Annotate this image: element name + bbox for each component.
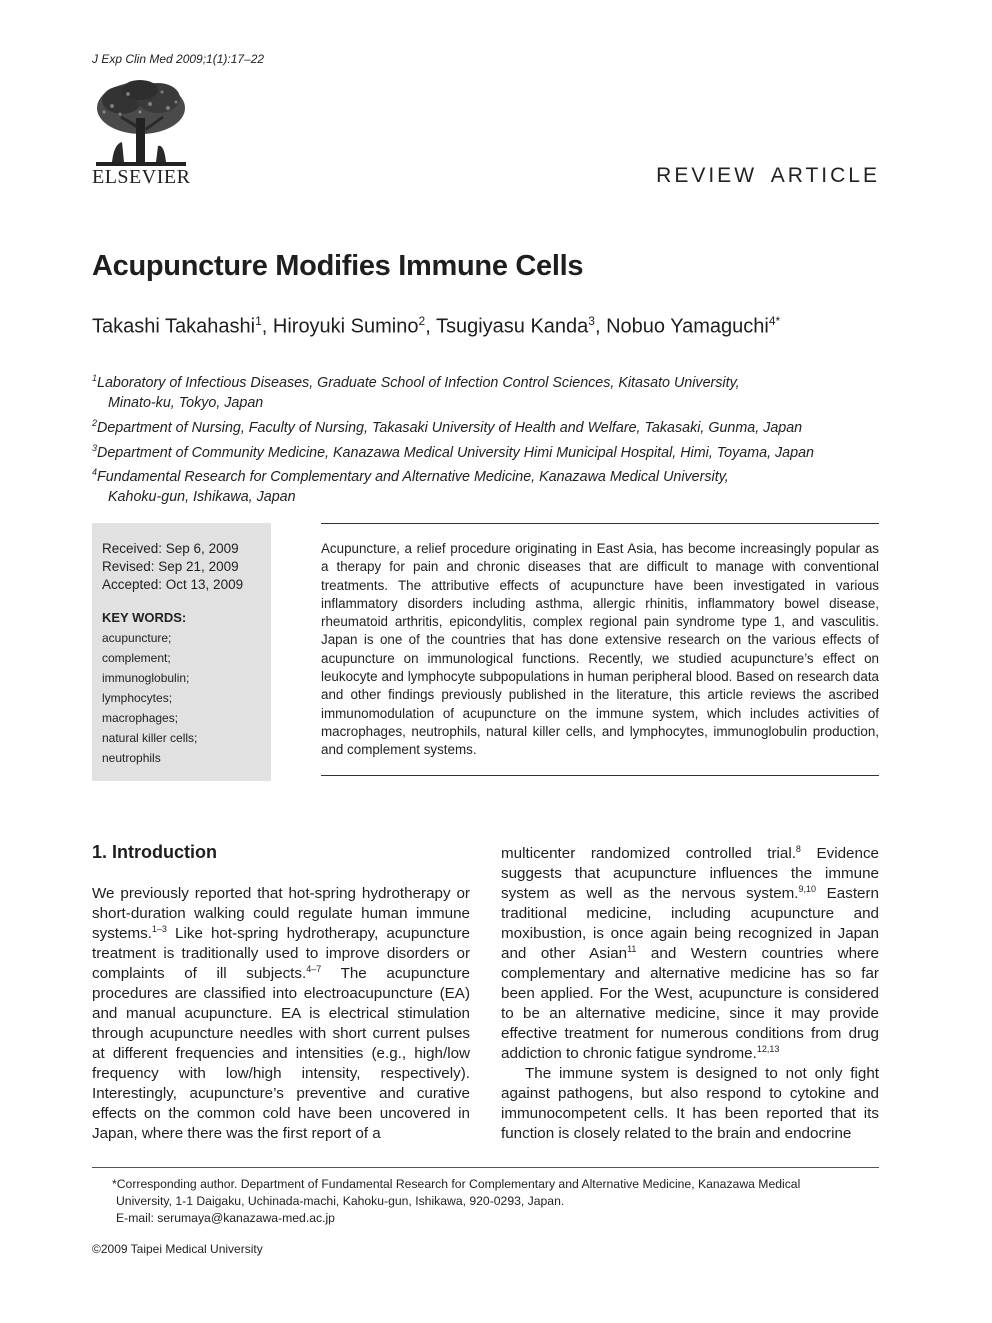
- affiliation-number: 2: [92, 417, 98, 428]
- footnote-line-2: University, 1-1 Daigaku, Uchinada-machi, Kahoku-gun, Ishikawa, 920-0293, Japan.: [116, 1194, 565, 1208]
- article-info-box: [92, 523, 271, 781]
- affiliation-number: 3: [92, 442, 98, 453]
- citation-ref: 1–3: [151, 923, 167, 934]
- keyword: immunoglobulin;: [102, 671, 190, 685]
- author-list: Takashi Takahashi$^1$, Hiroyuki Sumino$^2$, Tsugiyasu Kanda$^3$, Nobuo Yamaguchi$^{4*}$: [92, 314, 781, 338]
- author-name: Tsugiyasu Kanda: [435, 315, 589, 338]
- intro-right-column: [501, 844, 879, 1144]
- author-affiliation-marker: 3: [588, 314, 595, 328]
- intro-paragraph-2: The immune system is designed to not only fight against pathogens, but also respond to cytokine and immunocompetent cells. It has been reported that its function is closely related to the brain and endocrine: [501, 1065, 879, 1142]
- article-title: Acupuncture Modifies Immune Cells: [92, 250, 584, 282]
- affiliation-2: [92, 413, 892, 438]
- keywords-list: [102, 628, 261, 768]
- received-date: Received: Sep 6, 2009: [102, 541, 239, 556]
- affiliation-text: Fundamental Research for Complementary and Alternative Medicine, Kanazawa Medical University,: [97, 469, 729, 486]
- citation-ref: 9,10: [798, 883, 817, 894]
- keyword: neutrophils: [102, 751, 161, 765]
- article-type-label: REVIEW ARTICLE: [656, 164, 880, 187]
- author-name: Nobuo Yamaguchi: [606, 315, 769, 338]
- corresponding-author-footnote: [92, 1176, 862, 1227]
- keyword: acupuncture;: [102, 631, 172, 645]
- footnote-rule: [92, 1167, 879, 1168]
- keyword: natural killer cells;: [102, 731, 198, 745]
- copyright-notice: ©2009 Taipei Medical University: [92, 1242, 263, 1256]
- author-affiliation-marker: 4*: [768, 314, 781, 328]
- author-affiliation-marker: 2: [418, 314, 426, 328]
- affiliations: [92, 368, 892, 507]
- footnote-line-1: *Corresponding author. Department of Fundamental Research for Complementary and Alternative Medicine, Kanazawa Medical: [112, 1177, 801, 1191]
- abstract-top-rule: [321, 523, 879, 524]
- affiliation-number: 4: [92, 467, 98, 478]
- citation-ref: 11: [627, 943, 637, 954]
- keyword: macrophages;: [102, 711, 179, 725]
- revised-date: Revised: Sep 21, 2009: [102, 559, 239, 574]
- accepted-date: Accepted: Oct 13, 2009: [102, 577, 244, 592]
- intro-left-column: [92, 884, 470, 1144]
- footnote-email: E-mail: serumaya@kanazawa-med.ac.jp: [116, 1211, 335, 1225]
- affiliation-text: Laboratory of Infectious Diseases, Graduate School of Infection Control Sciences, Kitasato University,: [97, 374, 740, 391]
- keyword: lymphocytes;: [102, 691, 173, 705]
- author-name: Hiroyuki Sumino: [272, 315, 419, 338]
- affiliation-number: 1: [92, 373, 98, 383]
- citation-ref: 4–7: [306, 963, 322, 974]
- journal-citation: J Exp Clin Med 2009;1(1):17–22: [92, 52, 265, 66]
- author-affiliation-marker: 1: [255, 314, 262, 328]
- affiliation-4: [92, 462, 892, 487]
- intro-paragraph-1-continued: multicenter randomized controlled trial.$^8$ Evidence suggests that acupuncture influences the immune system as well as the nervous system.$^{9,10}$ Eastern traditional medicine, including acupuncture and moxibustion, is once again being recognized in Japan and other Asian$^{11}$ and Western countries where complementary and alternative medicine has so far been applied. For the West, acupuncture is considered to be an alternative medicine, since it may provide effective treatment for numerous conditions from drug addiction to chronic fatigue syndrome.$^{12,13}$: [501, 843, 880, 1062]
- abstract-bottom-rule: [321, 775, 879, 776]
- affiliation-text-continued: Minato-ku, Tokyo, Japan: [108, 394, 264, 411]
- affiliation-1: [92, 368, 892, 393]
- affiliation-text: Department of Nursing, Faculty of Nursing, Takasaki University of Health and Welfare, Takasaki, Gunma, Japan: [97, 419, 803, 436]
- intro-paragraph-1: We previously reported that hot-spring hydrotherapy or short-duration walking could regulate human immune systems.$^{1-3}$ Like hot-spring hydrotherapy, acupuncture treatment is traditionally used to improve disorders or complaints of ill subjects.$^{4-7}$ The acupuncture procedures are classified into electroacupuncture (EA) and manual acupuncture. EA is electrical stimulation through acupuncture needles with short current pulses at different frequencies and intensities (e.g., high/low frequency with low/high intensity, respectively). Interestingly, acupuncture’s preventive and curative effects on the common cold have been uncovered in Japan, where there was the first report of a: [92, 885, 470, 1142]
- keywords-heading: KEY WORDS:: [102, 610, 187, 625]
- affiliation-text: Department of Community Medicine, Kanazawa Medical University Himi Municipal Hospital, Himi, Toyama, Japan: [97, 444, 814, 461]
- abstract-text: Acupuncture, a relief procedure originating in East Asia, has become increasingly popular as a therapy for pain and chronic diseases that are difficult to manage with conventional treatments. The attributive effects of acupuncture have been investigated in various inflammatory disorders including asthma, allergic rhinitis, inflammatory bowel disease, rheumatoid arthritis, epicondylitis, complex regional pain syndrome type 1, and vasculitis. Japan is one of the countries that has done extensive research on the various effects of acupuncture on immunological functions. Recently, we studied acupuncture’s effect on leukocyte and lymphocyte subpopulations in human peripheral blood. Based on research data and other findings previously published in the literature, this article reviews the ascribed immunomodulation of acupuncture on the immune system, which includes activities of macrophages, neutrophils, natural killer cells, and lymphocytes, immunoglobulin production, and complement systems.: [321, 541, 879, 758]
- citation-ref: 8: [795, 843, 801, 854]
- keyword: complement;: [102, 651, 171, 665]
- affiliation-text-continued: Kahoku-gun, Ishikawa, Japan: [108, 489, 296, 506]
- affiliation-3: [92, 438, 892, 463]
- citation-ref: 12,13: [756, 1043, 780, 1054]
- section-heading-introduction: 1. Introduction: [92, 842, 217, 862]
- publisher-wordmark: ELSEVIER: [92, 166, 191, 188]
- author-name: Takashi Takahashi: [92, 315, 256, 338]
